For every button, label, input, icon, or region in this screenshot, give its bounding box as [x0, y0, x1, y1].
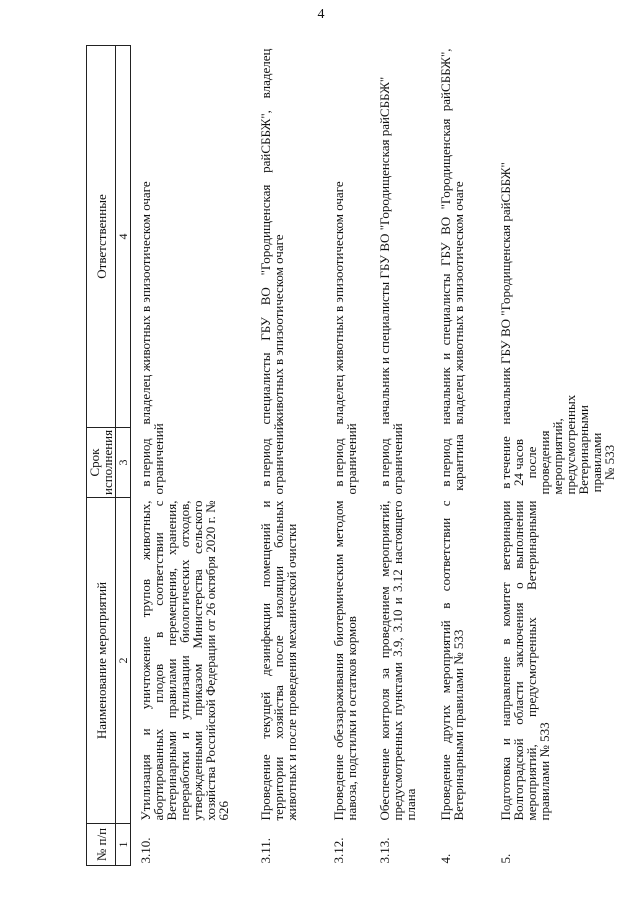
measure-term: в период ограничений	[377, 423, 405, 495]
table-row	[370, 46, 431, 866]
measure-responsible: специалисты ГБУ ВО "Городищенская райСББЖ", владелец животных в эпизоотическом очаге	[258, 48, 286, 425]
column-numbers-row	[116, 46, 131, 866]
measure-name: Проведение других мероприятий в соответствии с Ветеринарными правилами № 533	[438, 500, 466, 821]
column-number: 2	[116, 498, 131, 824]
measure-responsible: начальник и специалисты ГБУ ВО "Городищенская райСББЖ", владелец животных в эпизоотическом очаге	[438, 48, 466, 425]
header-number: № п/п	[87, 824, 116, 866]
column-number: 1	[116, 824, 131, 866]
measure-term: в период ограничений	[258, 423, 286, 495]
measure-name: Проведение текущей дезинфекции помещений и территории хозяйства после изоляции больных животных и после проведения механической очистки	[258, 500, 299, 821]
header-responsible: Ответственные	[87, 46, 116, 428]
table-row	[324, 46, 370, 866]
header-name: Наименование мероприятий	[87, 498, 116, 824]
measure-responsible: начальник ГБУ ВО "Городищенская райСББЖ"	[498, 162, 513, 425]
header-row	[87, 46, 116, 866]
measure-responsible: владелец животных в эпизоотическом очаге	[138, 181, 153, 425]
header-term: Срок исполнения	[87, 428, 116, 498]
measure-responsible: владелец животных в эпизоотическом очаге	[331, 181, 346, 425]
measure-term: в период карантина	[438, 434, 466, 491]
measure-term: в период ограничений	[331, 423, 359, 495]
row-number: 4.	[438, 853, 453, 864]
row-number: 3.10.	[138, 837, 153, 864]
table-row	[131, 46, 252, 866]
measure-name: Утилизация и уничтожение трупов животных, абортированных плодов в соответствии с Ветеринарными правилами перемещения, хранения, переработки и утилизации биологических отходов, утвержденными приказом Министерства сельского хозяйства Российской Федерации от 26 октября 2020 г. № 626	[138, 500, 231, 821]
table-row	[491, 46, 622, 866]
measures-table	[86, 45, 622, 866]
table-header	[87, 46, 131, 866]
measure-term: в период ограничений	[138, 423, 166, 495]
measure-responsible: начальник и специалисты ГБУ ВО "Городищенская райСББЖ"	[377, 76, 392, 425]
row-number: 3.13.	[377, 837, 392, 864]
measure-term: в течение 24 часов после проведения мероприятий, предусмотренных Ветеринарными правилами № 533	[498, 394, 617, 495]
column-number: 4	[116, 46, 131, 428]
table-row	[431, 46, 491, 866]
page-number: 4	[317, 7, 325, 22]
table-row	[251, 46, 324, 866]
row-number: 3.11.	[258, 837, 273, 864]
table-body	[131, 46, 623, 866]
row-number: 5.	[498, 853, 513, 864]
row-number: 3.12.	[331, 837, 346, 864]
measure-name: Обеспечение контроля за проведением мероприятий, предусмотренных пунктами 3.9, 3.10 и 3.12 настоящего плана	[377, 500, 418, 821]
measure-name: Подготовка и направление в комитет ветеринарии Волгоградской области заключения о выполнении мероприятий, предусмотренных Ветеринарными правилами № 533	[498, 500, 552, 821]
rotated-table-sheet	[86, 46, 622, 866]
column-number: 3	[116, 428, 131, 498]
measure-name: Проведение обеззараживания биотермическим методом навоза, подстилки и остатков кормов	[331, 500, 359, 821]
